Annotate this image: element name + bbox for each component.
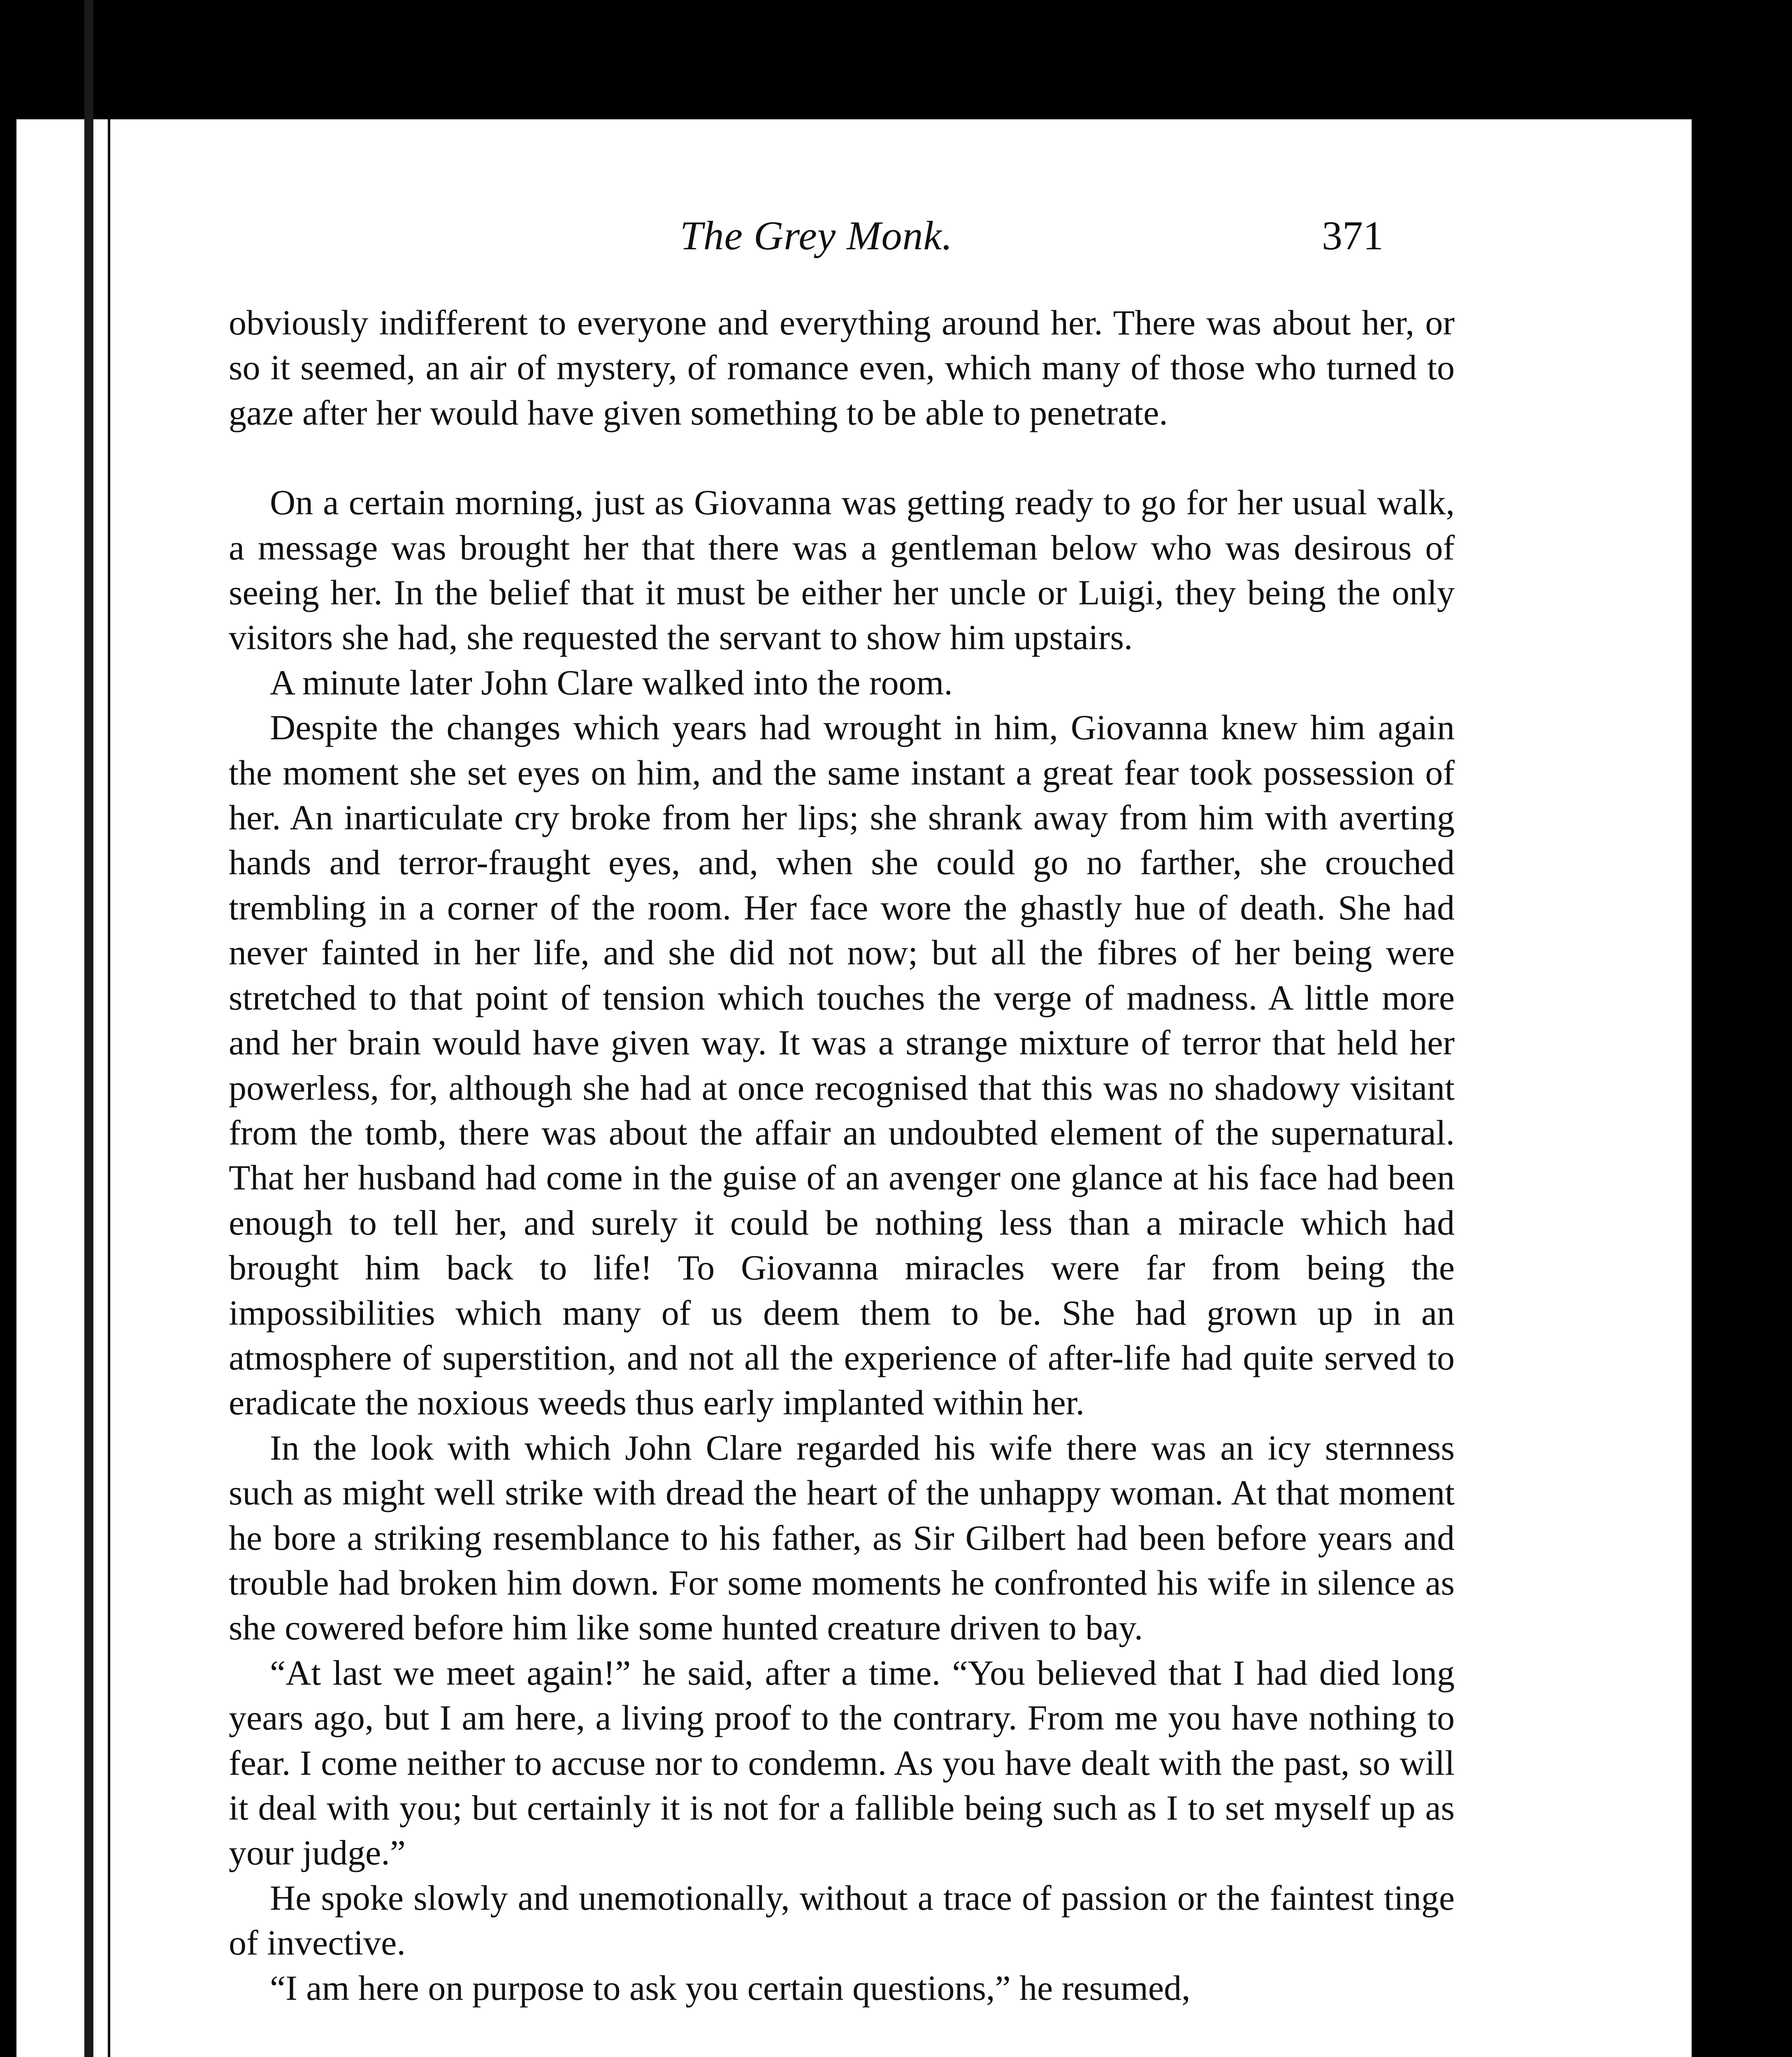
paragraph: “At last we meet again!” he said, after a time. “You believed that I had died long years ago, but I am here, a living proof to the contrary. From me you have nothing to fear. I come neither to accuse nor to condemn. As you have dealt with the past, so will it deal with you; but certainly it is not for a fallible being such as I to set myself up as your judge.” (229, 1653, 1455, 1873)
running-title: The Grey Monk. (680, 213, 953, 258)
section-break (229, 435, 1455, 480)
book-spine-edge (84, 0, 93, 2057)
book-page (108, 119, 1692, 2057)
paragraph: A minute later John Clare walked into the room. (270, 662, 953, 702)
scan-border-right (1689, 0, 1792, 2057)
scan-border-top (0, 0, 1792, 119)
paragraph: Despite the changes which years had wrought in him, Giovanna knew him again the moment she set eyes on him, and the same instant a great fear took possession of her. An inarticulate cry broke from her lips; she shrank away from him with averting hands and terror-fraught eyes, and, when she could go no farther, she crouched trembling in a corner of the room. Her face wore the ghastly hue of death. She had never fainted in her life, and she did not now; but all the fibres of her being were stretched to that point of tension which touches the verge of madness. A little more and her brain would have given way. It was a strange mixture of terror that held her powerless, for, although she had at once recognised that this was no shadowy visitant from the tomb, there was about the affair an undoubted element of the supernatural. That her husband had come in the guise of an avenger one glance at his face had been enough to tell her, and surely it could be nothing less than a miracle which had brought him back to life! To Giovanna miracles were far from being the impossibilities which many of us deem them to be. She had grown up in an atmosphere of superstition, and not all the experience of after-life had quite served to eradicate the noxious weeds thus early implanted within her. (229, 708, 1455, 1423)
paragraph: In the look with which John Clare regarded his wife there was an icy sternness such as might well strike with dread the heart of the unhappy woman. At that moment he bore a striking resemblance to his father, as Sir Gilbert had been before years and trouble had broken him down. For some moments he confronted his wife in silence as she cowered before him like some hunted creature driven to bay. (229, 1428, 1455, 1648)
paragraph: “I am here on purpose to ask you certain questions,” he resumed, (270, 1968, 1191, 2008)
page-header (110, 212, 1692, 269)
scan-border-left (0, 0, 16, 2057)
page-number: 371 (1322, 213, 1383, 258)
body-text (229, 300, 1455, 2011)
paragraph: obviously indifferent to everyone and everything around her. There was about her, or so it seemed, an air of mystery, of romance even, which many of those who turned to gaze after her would have given something to be able to penetrate. (229, 303, 1455, 432)
paragraph: He spoke slowly and unemotionally, without a trace of passion or the faintest tinge of invective. (229, 1878, 1455, 1963)
paragraph: On a certain morning, just as Giovanna was getting ready to go for her usual walk, a message was brought her that there was a gentleman below who was desirous of seeing her. In the belief that it must be either her uncle or Luigi, they being the only visitors she had, she requested the servant to show him upstairs. (229, 483, 1455, 657)
